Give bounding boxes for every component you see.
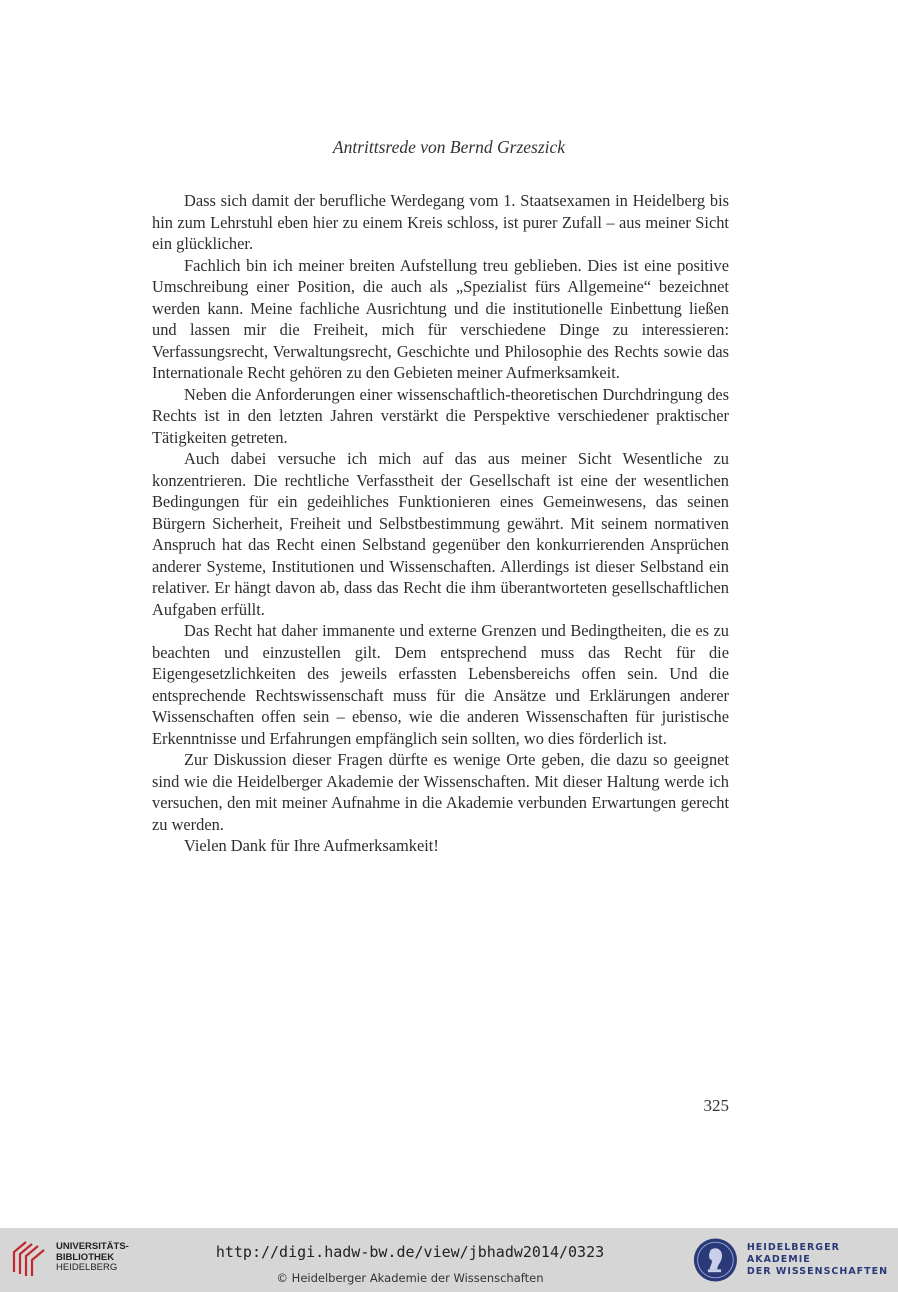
running-head: Antrittsrede von Bernd Grzeszick <box>332 137 566 157</box>
paragraph: Fachlich bin ich meiner breiten Aufstellung treu geblieben. Dies ist eine positive Umschreibung einer Position, die auch als „Spezialist fürs Allgemeine“ bezeichnet werden kann. Meine fachliche Ausrichtung und die institutionelle Einbettung ließen und lassen mir die Freiheit, mich für verschiedene Dinge zu interessieren: Verfassungsrecht, Verwaltungsrecht, Geschichte und Philosophie des Rechts sowie das Internationale Recht gehören zu den Gebieten meiner Aufmerksamkeit. <box>152 255 729 382</box>
paragraph: Dass sich damit der berufliche Werdegang vom 1. Staatsexamen in Heidelberg bis hin zum Lehrstuhl eben hier zu einem Kreis schloss, ist purer Zufall – aus meiner Sicht ein glücklicher. <box>152 191 729 253</box>
paragraph: Zur Diskussion dieser Fragen dürfte es wenige Orte geben, die dazu so geeignet sind wie die Heidelberger Akademie der Wissenschaften. Mit dieser Haltung werde ich versuchen, den mit meiner Aufnahme in die Akademie verbunden Erwartungen gerecht zu werden. <box>152 750 729 834</box>
university-library-logo-icon <box>10 1238 50 1278</box>
viewer-footer <box>0 1228 898 1292</box>
paragraph: Das Recht hat daher immanente und externe Grenzen und Bedingtheiten, die es zu beachten und einzustellen gilt. Dem entsprechend muss das Recht für die Eigengesetzlichkeiten des jeweils erfassten Lebensbereichs offen sein. Und die entsprechende Rechtswissenschaft muss für die Ansätze und Erklärungen anderer Wissenschaften offen sein – ebenso, wie die anderen Wissenschaften für juristische Erkenntnisse und Erfahrungen empfänglich sein sollten, wo dies förderlich ist. <box>152 621 729 748</box>
paragraph: Vielen Dank für Ihre Aufmerksamkeit! <box>184 836 439 855</box>
paragraph: Auch dabei versuche ich mich auf das aus meiner Sicht Wesentliche zu konzentrieren. Die rechtliche Verfasstheit der Gesellschaft ist eine der wesentlichen Bedingungen für ein gedeihliches Funktionieren eines Gemeinwesens, das seinen Bürgern Sicherheit, Freiheit und Selbstbestimmung gewährt. Mit seinem normativen Anspruch hat das Recht einen Selbstand gegenüber den konkurrierenden Ansprüchen anderer Systeme, Institutionen und Wissenschaften. Allerdings ist dieser Selbstand ein relativer. Er hängt davon ab, dass das Recht die ihm überantworteten gesellschaftlichen Aufgaben erfüllt. <box>152 449 729 619</box>
paragraph: Neben die Anforderungen einer wissenschaftlich-theoretischen Durchdringung des Rechts ist in den letzten Jahren verstärkt die Perspektive verschiedener praktischer Tätigkeiten getreten. <box>152 384 729 447</box>
university-library-logo[interactable] <box>10 1238 129 1278</box>
permalink-url[interactable]: http://digi.hadw-bw.de/view/jbhadw2014/0323 <box>215 1243 605 1261</box>
body-text <box>152 190 729 857</box>
academy-seal-icon <box>692 1235 739 1285</box>
university-library-logo-text: UNIVERSITÄTS- BIBLIOTHEK HEIDELBERG <box>56 1241 129 1274</box>
copyright-notice: © Heidelberger Akademie der Wissenschaften <box>276 1271 544 1285</box>
academy-logo[interactable] <box>692 1235 898 1285</box>
page-number: 325 <box>703 1096 729 1115</box>
academy-logo-text: HEIDELBERGER AKADEMIE DER WISSENSCHAFTEN <box>746 1242 889 1277</box>
